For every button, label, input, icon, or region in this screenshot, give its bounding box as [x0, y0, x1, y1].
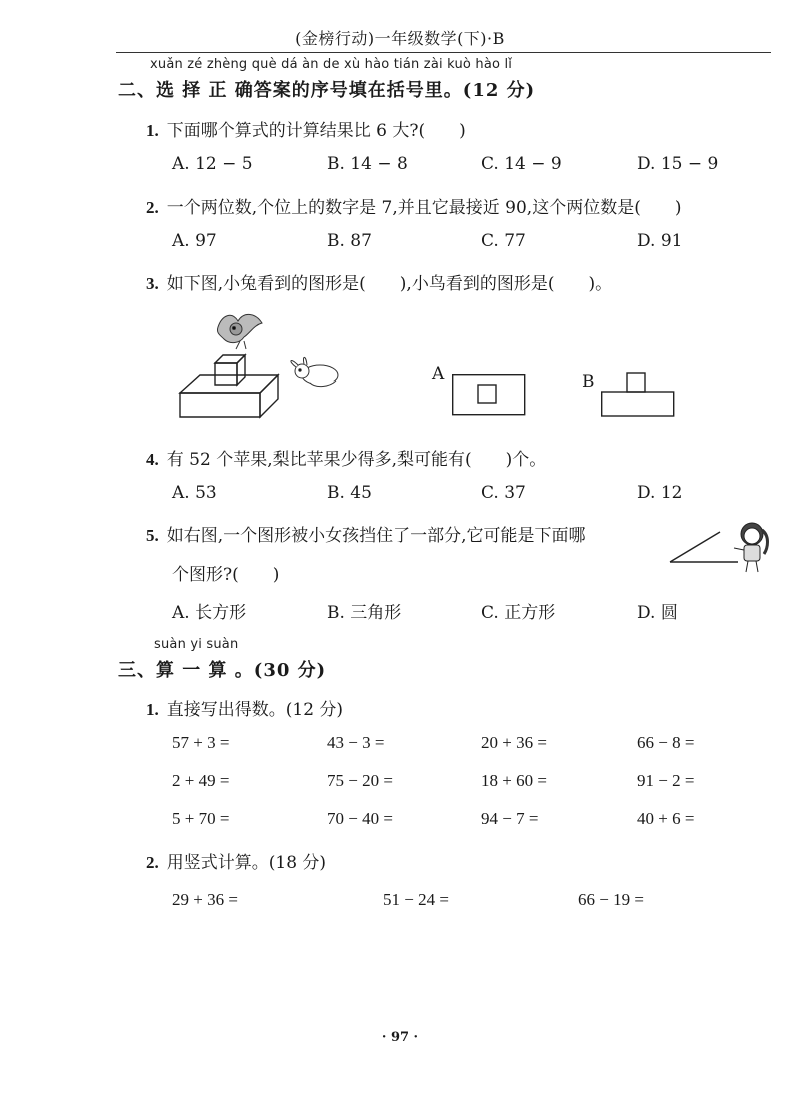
section3-question-2 [146, 848, 326, 873]
option-a: A. 53 [172, 483, 217, 503]
question-3 [146, 269, 612, 294]
question-2 [146, 193, 681, 218]
view-a-figure [452, 374, 526, 416]
option-a: A. 12 − 5 [172, 154, 253, 174]
question-number: 5. [146, 526, 159, 545]
calc-item: 94 − 7 = [481, 809, 539, 828]
question-4 [146, 445, 546, 470]
section3-pinyin: suàn yi suàn [154, 637, 239, 652]
girl-icon [734, 523, 768, 572]
view-a-inner-square [478, 385, 496, 403]
option-d: D. 91 [637, 231, 683, 251]
question-number: 2. [146, 853, 159, 872]
question-text: 如右图,一个图形被小女孩挡住了一部分,它可能是下面哪 [166, 526, 586, 546]
question-number: 1. [146, 121, 159, 140]
question-text: 有 52 个苹果,梨比苹果少得多,梨可能有( )个。 [166, 450, 547, 470]
calc-item: 40 + 6 = [637, 809, 695, 828]
cube-front-face [215, 363, 237, 385]
option-a: A. 97 [172, 231, 217, 251]
base-side-face [260, 375, 278, 417]
option-d: D. 15 − 9 [637, 154, 719, 174]
bird-icon [217, 314, 262, 349]
calc-item: 66 − 8 = [637, 733, 695, 752]
option-b: B. 45 [327, 483, 372, 503]
view-b-base-rect [602, 392, 674, 416]
cube-side-face [237, 355, 245, 385]
question-text: 用竖式计算。(18 分) [166, 853, 327, 873]
option-a: A. 长方形 [172, 603, 247, 623]
option-c: C. 77 [481, 231, 526, 251]
section3-title: 三、算 一 算 。(30 分) [118, 660, 327, 681]
figure-label-b: B [582, 372, 595, 392]
vertical-calc-item: 29 + 36 = [172, 890, 238, 909]
calc-item: 43 − 3 = [327, 733, 385, 752]
rabbit-icon [291, 357, 338, 386]
view-a-outer-rect [453, 375, 525, 415]
option-c: C. 14 − 9 [481, 154, 562, 174]
question-text: 直接写出得数。(12 分) [166, 700, 344, 720]
section2-title: 二、选 择 正 确答案的序号填在括号里。(12 分) [118, 80, 536, 101]
calc-item: 70 − 40 = [327, 809, 393, 828]
calc-item: 2 + 49 = [172, 771, 230, 790]
calc-item: 75 − 20 = [327, 771, 393, 790]
question-5-line2: 个图形?( ) [172, 565, 280, 585]
calc-item: 91 − 2 = [637, 771, 695, 790]
question-number: 1. [146, 700, 159, 719]
vertical-calc-item: 51 − 24 = [383, 890, 449, 909]
vertical-calc-item: 66 − 19 = [578, 890, 644, 909]
option-b: B. 14 − 8 [327, 154, 408, 174]
question-text: 下面哪个算式的计算结果比 6 大?( ) [166, 121, 466, 141]
option-d: D. 12 [637, 483, 683, 503]
section2-pinyin: xuǎn zé zhèng què dá àn de xù hào tián zài kuò hào lǐ [150, 57, 513, 72]
header-rule [116, 52, 771, 53]
question-5 [146, 521, 586, 546]
page-number: · 97 · [381, 1030, 419, 1045]
question-number: 2. [146, 198, 159, 217]
question-number: 3. [146, 274, 159, 293]
option-c: C. 37 [481, 483, 526, 503]
option-b: B. 87 [327, 231, 372, 251]
question-text: 如下图,小兔看到的图形是( ),小鸟看到的图形是( )。 [166, 274, 613, 294]
figure-label-a: A [432, 364, 445, 384]
base-front-face [180, 393, 260, 417]
option-c: C. 正方形 [481, 603, 556, 623]
option-d: D. 圆 [637, 603, 678, 623]
view-b-top-square [627, 373, 645, 392]
section3-question-1 [146, 695, 343, 720]
question-number: 4. [146, 450, 159, 469]
girl-hiding-shape-figure [668, 518, 778, 578]
calc-item: 18 + 60 = [481, 771, 547, 790]
option-b: B. 三角形 [327, 603, 402, 623]
calc-item: 57 + 3 = [172, 733, 230, 752]
view-b-figure [601, 372, 675, 418]
shape-edge-slanted [670, 532, 720, 562]
page-header: (金榜行动)一年级数学(下)·B [295, 29, 505, 48]
calc-item: 20 + 36 = [481, 733, 547, 752]
solid-figure [170, 305, 350, 425]
question-text: 一个两位数,个位上的数字是 7,并且它最接近 90,这个两位数是( ) [166, 198, 682, 218]
calc-item: 5 + 70 = [172, 809, 230, 828]
question-1 [146, 116, 466, 141]
